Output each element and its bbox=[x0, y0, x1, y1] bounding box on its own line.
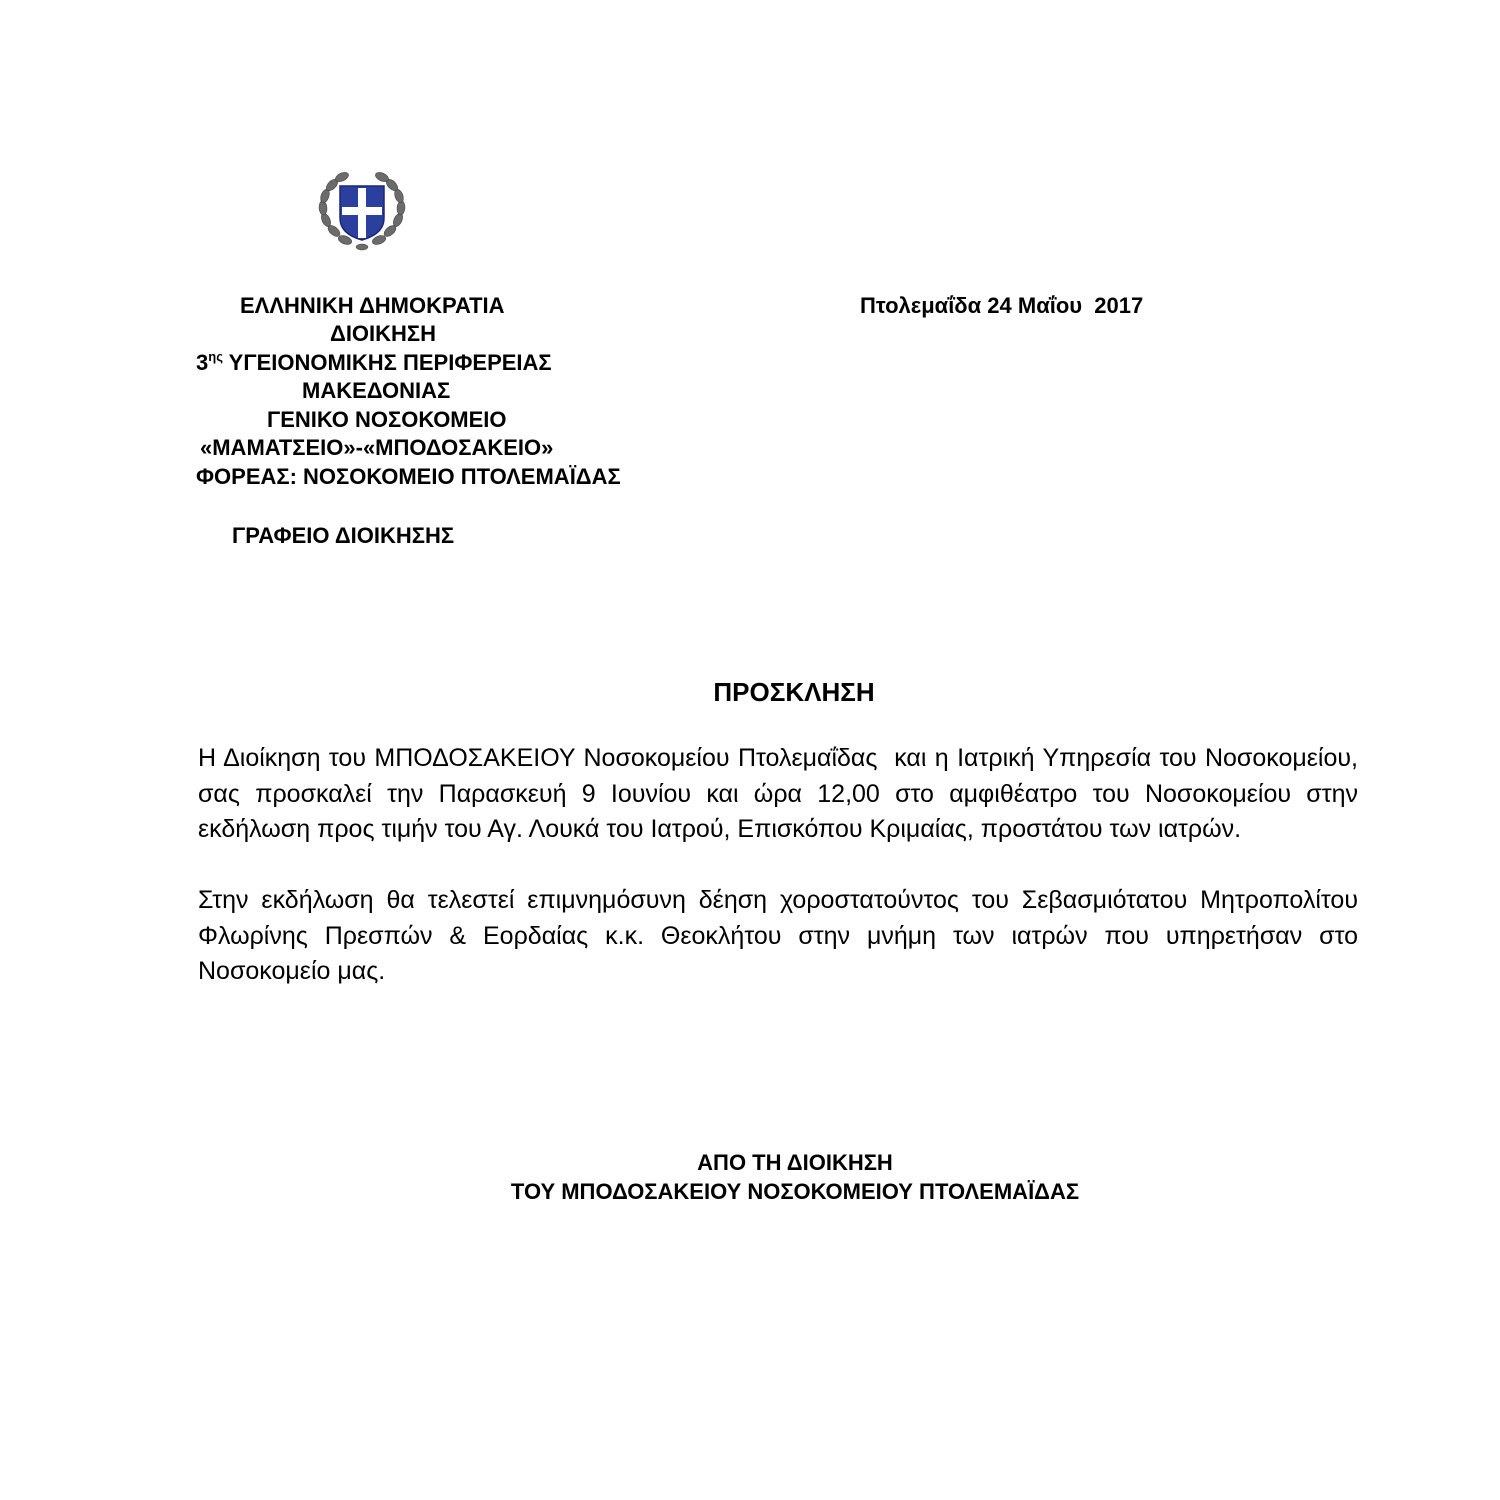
header-country: ΕΛΛΗΝΙΚΗ ΔΗΜΟΚΡΑΤΙΑ bbox=[240, 293, 505, 318]
header-hospital-names: «ΜΑΜΑΤΣΕΙΟ»-«ΜΠΟΔΟΣΑΚΕΙΟ» bbox=[200, 435, 554, 460]
header-region-number: 3 bbox=[196, 350, 209, 375]
header-agency: ΦΟΡΕΑΣ: ΝΟΣΟΚΟΜΕΙΟ ΠΤΟΛΕΜΑΪΔΑΣ bbox=[196, 464, 621, 489]
header-region-suffix: ης bbox=[208, 349, 223, 364]
header-macedonia: ΜΑΚΕΔΟΝΙΑΣ bbox=[302, 378, 451, 403]
body-paragraph-memorial: Στην εκδήλωση θα τελεστεί επιμνημόσυνη δέηση χοροστατούντος του Σεβασμιότατου Μητροπολίτου Φλωρίνης Πρεσπών & Εορδαίας κ.κ. Θεοκλήτου στην μνήμη των ιατρών που υπηρετήσαν στο Νοσοκομείο μας. bbox=[198, 886, 1365, 985]
signoff-line-1: ΑΠΟ ΤΗ ΔΙΟΙΚΗΣΗ bbox=[697, 1150, 893, 1175]
greek-emblem-icon bbox=[314, 168, 410, 252]
signoff-line-2: ΤΟΥ ΜΠΟΔΟΣΑΚΕΙΟΥ ΝΟΣΟΚΟΜΕΙΟΥ ΠΤΟΛΕΜΑΪΔΑΣ bbox=[510, 1179, 1080, 1204]
header-administration: ΔΙΟΙΚΗΣΗ bbox=[330, 321, 437, 346]
header-general-hospital: ΓΕΝΙΚΟ ΝΟΣΟΚΟΜΕΙΟ bbox=[267, 407, 507, 432]
header-office: ΓΡΑΦΕΙΟ ΔΙΟΙΚΗΣΗΣ bbox=[232, 523, 455, 548]
document-date: Πτολεμαΐδα 24 Μαΐου 2017 bbox=[860, 293, 1144, 318]
header-health-region bbox=[196, 349, 552, 377]
document-title: ΠΡΟΣΚΛΗΣΗ bbox=[713, 677, 875, 707]
header-region-label: ΥΓΕΙΟΝΟΜΙΚΗΣ ΠΕΡΙΦΕΡΕΙΑΣ bbox=[228, 350, 552, 375]
body-paragraph-invitation: Η Διοίκηση του ΜΠΟΔΟΣΑΚΕΙΟΥ Νοσοκομείου Πτολεμαΐδας και η Ιατρική Υπηρεσία του Νοσοκομείου, σας προσκαλεί την Παρασκευή 9 Ιουνίου και ώρα 12,00 στο αμφιθέατρο του Νοσοκομείου στην εκδήλωση προς τιμήν του Αγ. Λουκά του Ιατρού, Επισκόπου Κριμαίας, προστάτου των ιατρών. bbox=[198, 744, 1372, 843]
